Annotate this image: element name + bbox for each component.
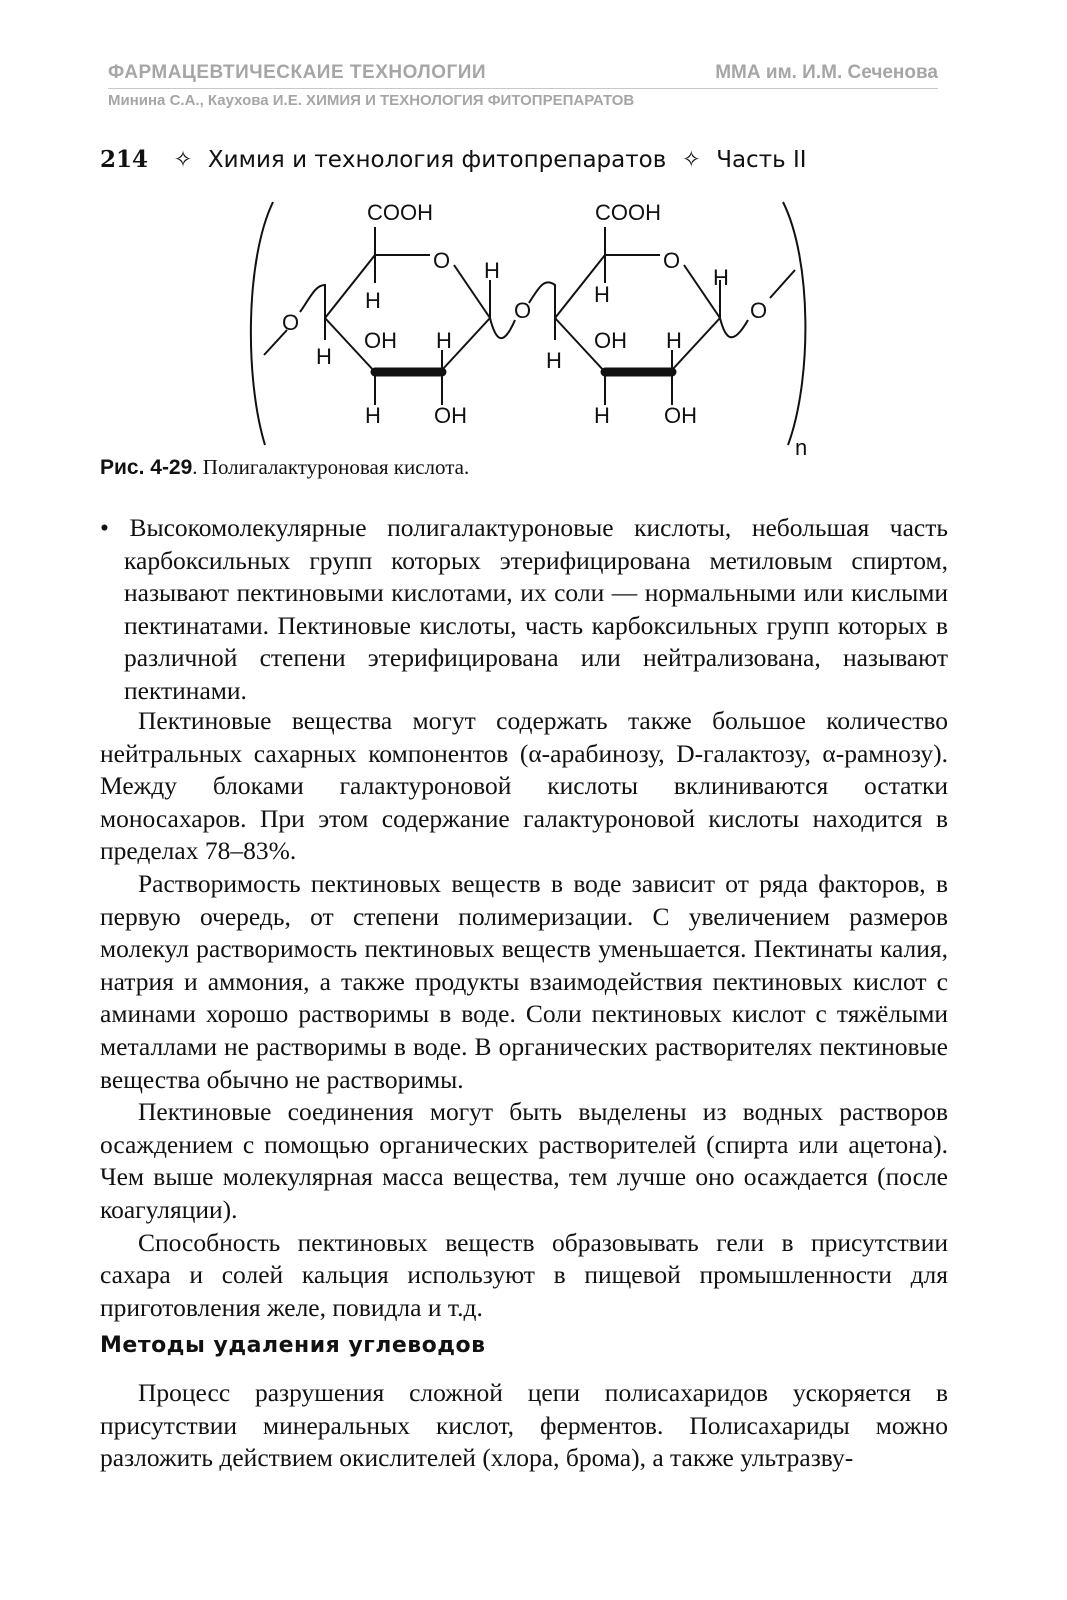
section-text: [100, 1377, 948, 1475]
separator-icon: ✧: [173, 147, 193, 173]
bond: [770, 270, 795, 298]
running-head: [100, 146, 807, 173]
paragraph: Процесс разрушения сложной цепи полисахаридов ускоряется в присутствии минеральных кислот, ферментов. Полисахариды можно разложить действием окислителей (хлора, брома), а также ультразву-: [100, 1378, 948, 1473]
label-h: H: [365, 288, 381, 313]
label-o-right: O: [750, 298, 768, 323]
paragraph: • Высокомолекулярные полигалактуроновые кислоты, небольшая часть карбоксильных групп которых этерифицирована метиловым спиртом, называют пектиновыми кислотами, их соли — нормальными или кислыми пектинатами. Пектиновые кислоты, часть карбоксильных групп которых в различной степени этерифицирована или нейтрализована, называют пектинами.: [100, 513, 948, 705]
label-oh: OH: [664, 403, 697, 428]
label-h: H: [316, 344, 332, 369]
label-cooh-2: COOH: [595, 200, 661, 225]
paragraph: Способность пектиновых веществ образовывать гели в присутствии сахара и солей кальция используют в пищевой промышленности для приготовления желе, повидла и т.д.: [100, 1227, 948, 1322]
watermark-right: ММА им. И.М. Сеченова: [715, 62, 938, 83]
bond: [490, 318, 515, 338]
label-h: H: [666, 328, 682, 353]
body-text: [100, 705, 948, 1324]
figure-caption: [100, 455, 469, 480]
label-oh: OH: [434, 403, 467, 428]
label-ring-o-1: O: [433, 248, 451, 273]
label-h: H: [365, 403, 381, 428]
label-oh: OH: [364, 328, 397, 353]
label-h: H: [594, 403, 610, 428]
watermark-left: ФАРМАЦЕВТИЧЕСКАИЕ ТЕХНОЛОГИИ: [108, 62, 487, 83]
bond: [529, 282, 555, 318]
watermark-line-1: [108, 62, 938, 89]
label-n: n: [795, 435, 808, 460]
bond: [300, 285, 325, 318]
label-h: H: [436, 328, 452, 353]
label-cooh-1: COOH: [367, 200, 433, 225]
label-h: H: [594, 282, 610, 307]
caption-text: . Полигалактуроновая кислота.: [192, 455, 470, 479]
label-h: H: [484, 258, 500, 283]
bond: [720, 318, 748, 337]
label-o-left: O: [282, 310, 300, 335]
caption-number: Рис. 4-29: [100, 456, 193, 479]
bullet-block: [100, 512, 948, 708]
paragraph: Пектиновые соединения могут быть выделены из водных растворов осаждением с помощью органических растворителей (спирта или ацетона). Чем выше молекулярная масса вещества, тем лучше оно осаждается (после коагуляции).: [100, 1097, 948, 1224]
watermark-line-2: Минина С.А., Каухова И.Е. ХИМИЯ И ТЕХНОЛОГИЯ ФИТОПРЕПАРАТОВ: [108, 92, 635, 109]
label-o-bridge: O: [514, 298, 532, 323]
book-title: Химия и технология фитопрепаратов: [207, 147, 667, 173]
label-h: H: [713, 265, 729, 290]
structural-formula: [0, 190, 1067, 460]
left-bracket: [251, 202, 273, 445]
paragraph: Пектиновые вещества могут содержать также большое количество нейтральных сахарных компонентов (α-арабинозу, D-галактозу, α-рамнозу). Между блоками галактуроновой кислоты вклиниваются остатки моносахаров. При этом содержание галактуроновой кислоты находится в пределах 78–83%.: [100, 706, 948, 866]
separator-icon: ✧: [681, 147, 701, 173]
section-heading: Методы удаления углеводов: [100, 1333, 486, 1358]
part-label: Часть II: [716, 147, 807, 173]
label-ring-o-2: O: [663, 248, 681, 273]
paragraph: Растворимость пектиновых веществ в воде зависит от ряда факторов, в первую очередь, от степени полимеризации. С увеличением размеров молекул растворимость пектиновых веществ уменьшается. Пектинаты калия, натрия и аммония, а также продукты взаимодействия пектиновых кислот с аминами хорошо растворимы в воде. Соли пектиновых кислот с тяжёлыми металлами не растворимы в воде. В органических растворителях пектиновые вещества обычно не растворимы.: [100, 868, 948, 1094]
label-oh: OH: [594, 328, 627, 353]
page-number: 214: [100, 146, 149, 173]
label-h: H: [546, 348, 562, 373]
right-bracket: [783, 202, 805, 445]
